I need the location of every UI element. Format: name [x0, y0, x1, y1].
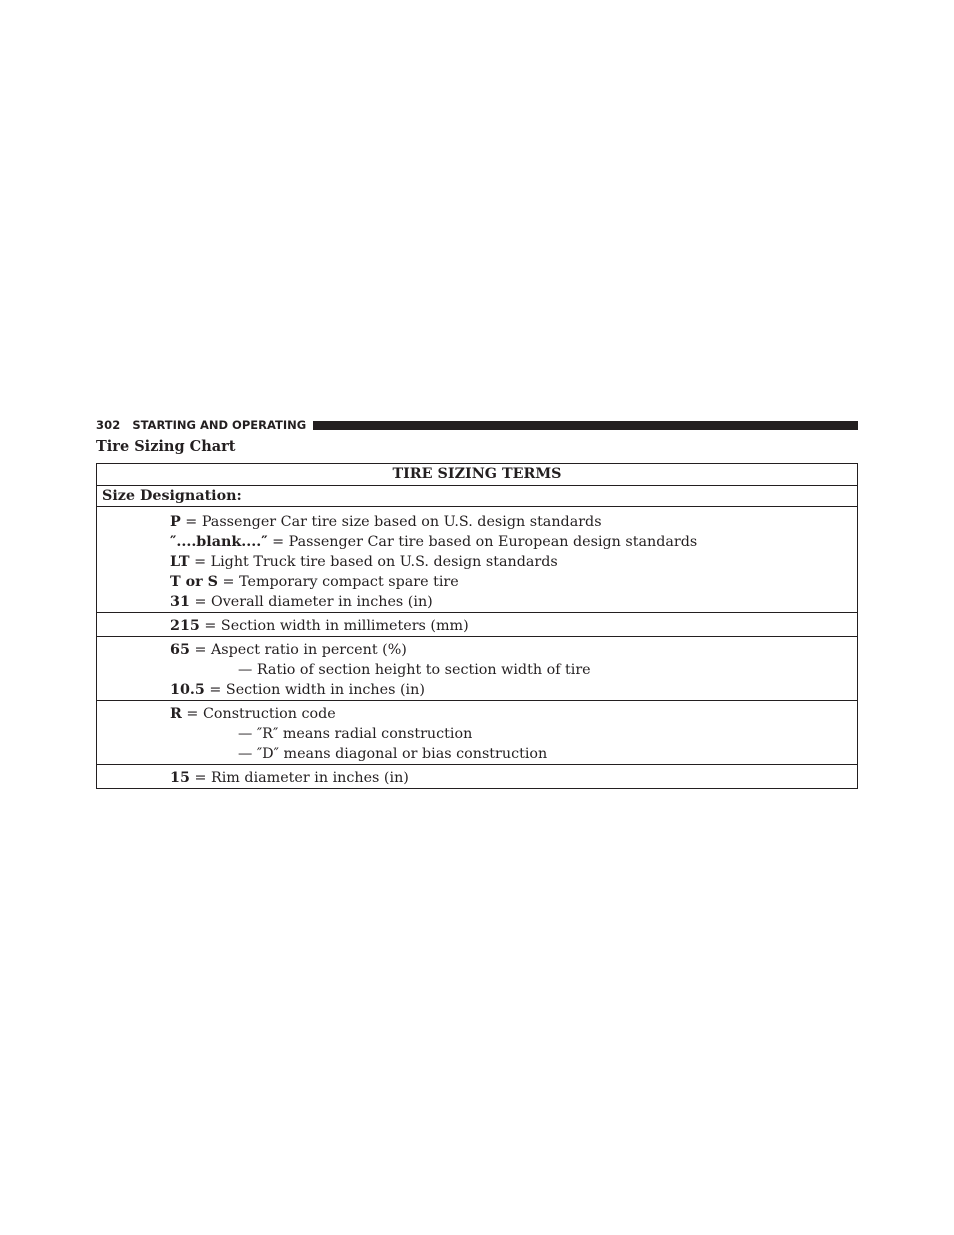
term-line: [97, 704, 857, 724]
size-designation-label: Size Designation:: [97, 485, 857, 506]
table-group: [97, 612, 857, 636]
term-description: = Construction code: [181, 706, 336, 722]
term-code: T or S: [170, 574, 218, 590]
term-description: = Light Truck tire based on U.S. design standards: [189, 554, 558, 570]
term-code: 31: [170, 594, 190, 610]
term-line: [97, 512, 857, 532]
term-line: [97, 592, 857, 612]
term-code: R: [170, 706, 182, 722]
table-group: [97, 506, 857, 612]
term-description: = Rim diameter in inches (in): [189, 770, 409, 786]
term-description: = Section width in millimeters (mm): [199, 618, 469, 634]
term-subnote: — ″D″ means diagonal or bias construction: [238, 746, 548, 762]
term-code: P: [170, 514, 181, 530]
term-code: 65: [170, 642, 190, 658]
term-line: [97, 572, 857, 592]
table-group: [97, 700, 857, 764]
term-code: 10.5: [170, 682, 205, 698]
term-description: = Passenger Car tire based on European design standards: [267, 534, 698, 550]
term-line: [97, 680, 857, 700]
term-subnote: — Ratio of section height to section width of tire: [238, 662, 591, 678]
term-line: [97, 768, 857, 788]
table-group: [97, 764, 857, 788]
table-heading: TIRE SIZING TERMS: [392, 466, 562, 482]
term-description: = Overall diameter in inches (in): [189, 594, 433, 610]
page-header: [96, 417, 858, 433]
term-description: = Aspect ratio in percent (%): [189, 642, 407, 658]
chart-title: Tire Sizing Chart: [96, 438, 236, 455]
term-code: 215: [170, 618, 200, 634]
term-description: = Temporary compact spare tire: [218, 574, 459, 590]
term-description: = Passenger Car tire size based on U.S. design standards: [180, 514, 602, 530]
term-code: 15: [170, 770, 190, 786]
term-description: = Section width in inches (in): [204, 682, 425, 698]
term-code: LT: [170, 554, 190, 570]
term-line: [97, 616, 857, 636]
term-line: [97, 552, 857, 572]
term-subnote: — ″R″ means radial construction: [238, 726, 473, 742]
term-line: [97, 640, 857, 660]
section-title: STARTING AND OPERATING: [132, 418, 307, 432]
header-rule: [313, 421, 858, 430]
tire-sizing-table: [96, 463, 858, 789]
page-number: 302: [96, 418, 121, 432]
term-line: [97, 532, 857, 552]
table-group: [97, 636, 857, 700]
term-code: ″....blank....″: [170, 534, 268, 550]
